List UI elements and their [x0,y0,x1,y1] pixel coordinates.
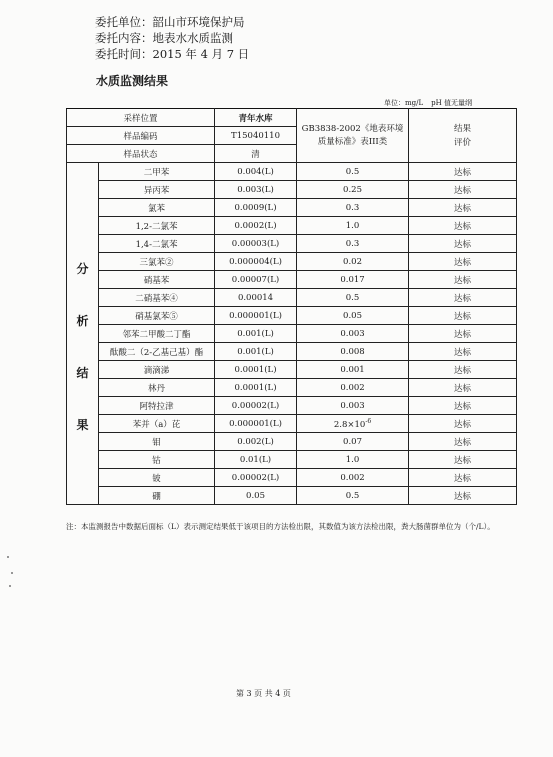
evaluation-value [409,469,517,487]
result-value [215,199,297,217]
evaluation-value [409,487,517,505]
table-row [67,253,517,271]
standard-value [297,199,409,217]
standard-value [297,253,409,271]
result-value-text: 0.00003(L) [231,238,280,249]
scan-speck [9,585,11,587]
evaluation-value-text: 达标 [454,473,472,484]
item-name [99,253,215,271]
item-name-text: 二甲苯 [143,167,170,178]
time-value: 2015 年 4 月 7 日 [152,47,250,61]
standard-value-text: 0.5 [345,490,360,501]
result-value [215,235,297,253]
standard-value-text: 0.3 [345,238,360,249]
result-value [215,289,297,307]
page-number: 第 3 页 共 4 页 [236,689,291,698]
result-value-text: 0.00007(L) [231,274,280,285]
item-name [99,487,215,505]
standard-value [297,415,409,433]
evaluation-value [409,181,517,199]
result-value-text: 0.0002(L) [234,220,277,231]
item-name [99,361,215,379]
item-name [99,397,215,415]
item-name [99,163,215,181]
item-name-text: 钼 [152,437,161,448]
item-name [99,217,215,235]
item-name [99,451,215,469]
table-row [67,451,517,469]
unit-mass: 单位：mg/L [384,99,424,107]
result-value [215,397,297,415]
standard-value-text: 0.5 [345,166,360,177]
standard-value-text: 0.003 [340,400,365,411]
result-value-text: 0.001(L) [237,328,274,339]
item-name [99,415,215,433]
table-row [67,289,517,307]
result-value [215,433,297,451]
standard-exponent: -6 [365,417,372,425]
item-name-text: 1,2-二氯苯 [135,221,178,232]
standard-value-text: 0.25 [343,184,362,195]
standard-value [297,469,409,487]
result-value-text: 0.001(L) [237,346,274,357]
item-name-text: 邻苯二甲酸二丁酯 [122,329,191,340]
evaluation-value-text: 达标 [454,383,472,394]
evaluation-value [409,235,517,253]
item-name-text: 二硝基苯④ [135,293,178,304]
result-value-text: 0.0001(L) [234,382,277,393]
footnote: 注：本监测报告中数据后面标（L）表示测定结果低于该项目的方法检出限，其数值为该方法检出限，粪大肠菌群单位为（个/L）。 [66,522,495,531]
result-value-text: 0.00014 [237,292,274,303]
standard-value [297,271,409,289]
side-char: 析 [76,314,89,328]
analysis-results-label [67,163,99,505]
standard-value [297,325,409,343]
result-value-text: 0.000004(L) [229,256,282,267]
standard-value-text: 0.001 [340,364,365,375]
table-row [67,271,517,289]
item-name [99,181,215,199]
table-row [67,199,517,217]
evaluation-value-text: 达标 [454,311,472,322]
standard-header: GB3838-2002《地表环境质量标准》表III类 [297,109,409,163]
item-name [99,199,215,217]
standard-value-text: 0.002 [340,382,365,393]
side-char: 结 [76,366,89,380]
sample-no-value: T15040110 [215,127,297,145]
result-value [215,487,297,505]
evaluation-value [409,325,517,343]
evaluation-value-text: 达标 [454,347,472,358]
result-value-text: 0.05 [246,490,265,501]
evaluation-value [409,451,517,469]
standard-value [297,163,409,181]
item-name-text: 氯苯 [148,203,166,214]
result-value-text: 0.01(L) [239,454,272,465]
result-value [215,451,297,469]
standard-value-text: 1.0 [345,454,360,465]
evaluation-value-text: 达标 [454,221,472,232]
table-row [67,415,517,433]
result-value [215,415,297,433]
item-name-text: 异丙苯 [143,185,170,196]
evaluation-value-text: 达标 [454,455,472,466]
evaluation-value [409,253,517,271]
evaluation-value-text: 达标 [454,365,472,376]
result-value [215,361,297,379]
item-name-text: 滴滴涕 [143,365,170,376]
table-row [67,307,517,325]
scan-speck [11,572,13,574]
result-value-text: 0.000001(L) [229,310,282,321]
standard-value [297,217,409,235]
standard-value-text: 0.5 [345,292,360,303]
evaluation-value [409,415,517,433]
item-name [99,379,215,397]
evaluation-value [409,163,517,181]
eval-header-line1: 结果 [454,123,472,134]
evaluation-value [409,217,517,235]
table-row [67,325,517,343]
evaluation-value [409,199,517,217]
item-name-text: 阿特拉津 [139,401,174,412]
standard-value [297,379,409,397]
item-name-text: 酞酸二（2-乙基己基）酯 [109,347,204,358]
item-name [99,469,215,487]
standard-value-text: 0.02 [343,256,362,267]
table-row [67,487,517,505]
sample-state-label: 样品状态 [67,145,215,163]
side-char: 果 [76,418,89,432]
result-value-text: 0.0001(L) [234,364,277,375]
table-row [67,217,517,235]
evaluation-value [409,343,517,361]
standard-value [297,343,409,361]
item-name [99,289,215,307]
result-value [215,343,297,361]
evaluation-value [409,271,517,289]
result-value [215,181,297,199]
report-header [95,14,249,62]
side-char: 分 [76,262,89,276]
standard-value [297,433,409,451]
evaluation-value [409,289,517,307]
evaluation-value-text: 达标 [454,239,472,250]
standard-value-text: 0.07 [343,436,362,447]
table-row [67,361,517,379]
standard-value [297,235,409,253]
client-line [95,14,249,30]
item-name [99,271,215,289]
result-value-text: 0.0009(L) [234,202,277,213]
result-value [215,253,297,271]
evaluation-value-text: 达标 [454,257,472,268]
result-value-text: 0.003(L) [237,184,274,195]
result-value [215,469,297,487]
table-row [67,163,517,181]
evaluation-value-text: 达标 [454,401,472,412]
evaluation-value-text: 达标 [454,275,472,286]
result-value [215,163,297,181]
result-value [215,325,297,343]
evaluation-value-text: 达标 [454,329,472,340]
content-line [95,30,249,46]
result-value-text: 0.004(L) [237,166,274,177]
standard-value-text: 0.05 [343,310,362,321]
evaluation-value-text: 达标 [454,167,472,178]
item-name [99,325,215,343]
result-value-text: 0.00002(L) [231,400,280,411]
item-name [99,307,215,325]
standard-value-text: 0.003 [340,328,365,339]
evaluation-value-text: 达标 [454,293,472,304]
item-name [99,343,215,361]
result-value [215,379,297,397]
table-row [67,181,517,199]
standard-value [297,397,409,415]
standard-value-text: 0.3 [345,202,360,213]
standard-value-text: 0.008 [340,346,365,357]
result-value [215,307,297,325]
evaluation-header [409,109,517,163]
item-name-text: 铍 [152,473,161,484]
location-label: 采样位置 [67,109,215,127]
result-value-text: 0.000001(L) [229,418,282,429]
evaluation-value-text: 达标 [454,491,472,502]
table-row [67,469,517,487]
table-row [67,433,517,451]
evaluation-value-text: 达标 [454,437,472,448]
table-row [67,343,517,361]
item-name-text: 硝基苯 [143,275,170,286]
content-label: 委托内容： [95,31,153,45]
table-row [67,397,517,415]
client-value: 韶山市环境保护局 [152,15,245,29]
evaluation-value-text: 达标 [454,203,472,214]
result-value [215,217,297,235]
standard-value-text: 0.002 [340,472,365,483]
table-row [67,379,517,397]
item-name-text: 三氯苯② [139,257,174,268]
result-value-text: 0.00002(L) [231,472,280,483]
item-name-text: 1,4-二氯苯 [135,239,178,250]
standard-value-text: 0.017 [340,274,365,285]
evaluation-value [409,379,517,397]
evaluation-value [409,307,517,325]
eval-header-line2: 评价 [454,137,472,148]
sample-state-value: 清 [215,145,297,163]
standard-value-text: 1.0 [345,220,360,231]
evaluation-value [409,361,517,379]
item-name-text: 硝基氯苯⑤ [135,311,178,322]
section-title: 水质监测结果 [96,74,169,88]
evaluation-value [409,397,517,415]
standard-value [297,361,409,379]
standard-value [297,181,409,199]
standard-value [297,289,409,307]
standard-value [297,451,409,469]
water-quality-table [66,108,517,505]
item-name-text: 硼 [152,491,161,502]
time-label: 委托时间： [95,47,153,61]
item-name [99,433,215,451]
unit-note [384,98,472,108]
scan-speck [7,556,9,558]
result-value [215,271,297,289]
evaluation-value-text: 达标 [454,419,472,430]
evaluation-value [409,433,517,451]
station-name: 青年水库 [215,109,297,127]
item-name-text: 苯并（a）芘 [132,419,181,430]
standard-value-text: 2.8×10 [333,419,366,430]
standard-value [297,487,409,505]
client-label: 委托单位： [95,15,153,29]
item-name-text: 钴 [152,455,161,466]
content-value: 地表水水质监测 [152,31,233,45]
sample-no-label: 样品编码 [67,127,215,145]
standard-value [297,307,409,325]
item-name-text: 林丹 [148,383,166,394]
table-header-row [67,109,517,127]
result-value-text: 0.002(L) [237,436,274,447]
unit-ph: pH 值无量纲 [431,99,472,107]
table-row [67,235,517,253]
item-name [99,235,215,253]
evaluation-value-text: 达标 [454,185,472,196]
time-line [95,46,249,62]
